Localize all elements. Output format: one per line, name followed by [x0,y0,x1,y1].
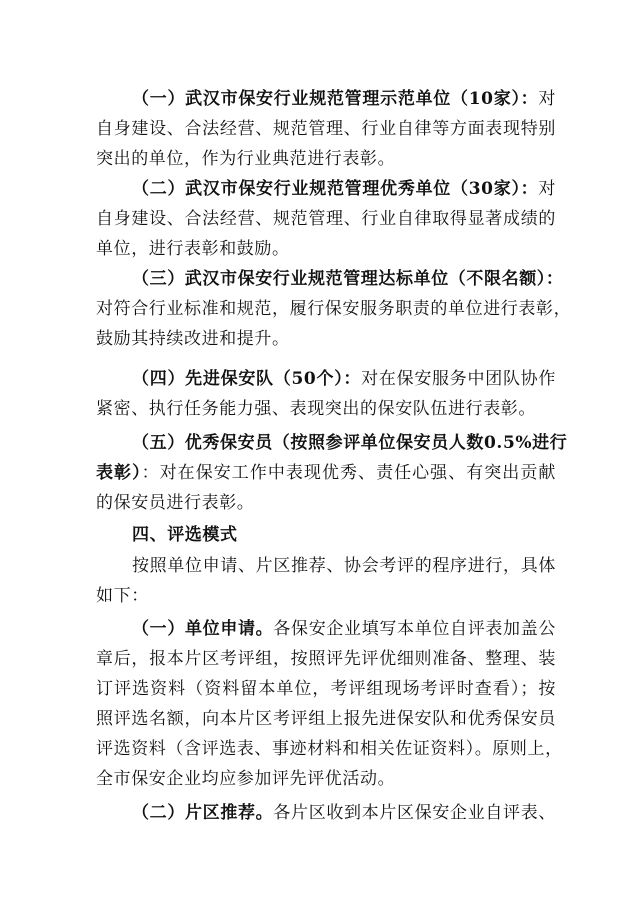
text-line: 全市保安企业均应参加评先评优活动。 [96,769,396,789]
text-line: 自身建设、合法经营、规范管理、行业自律取得显著成绩的 [96,209,556,229]
text-line: 按照单位申请、片区推荐、协会考评的程序进行，具体 [132,556,556,576]
text-line: （四）先进保安队（50个）：对在保安服务中团队协作 [132,369,556,389]
text-line: 的保安员进行表彰。 [96,493,255,513]
text-line: 照评选名额，向本片区考评组上报先进保安队和优秀保安员 [96,709,556,729]
text-line: 紧密、执行任务能力强、表现突出的保安队伍进行表彰。 [96,399,536,419]
text-line: （一）武汉市保安行业规范管理示范单位（10家）：对 [132,89,556,109]
text-line: 鼓励其持续改进和提升。 [96,329,290,349]
text-line: （一）单位申请。各保安企业填写本单位自评表加盖公 [132,619,556,639]
text-line: 如下： [96,586,149,606]
text-line: 订评选资料（资料留本单位，考评组现场考评时查看）；按 [96,679,556,699]
text-line: 章后，报本片区考评组，按照评先评优细则准备、整理、装 [96,649,556,669]
text-line: 单位，进行表彰和鼓励。 [96,239,290,259]
text-line: （五）优秀保安员（按照参评单位保安员人数0.5%进行 [132,433,568,453]
text-line: 自身建设、合法经营、规范管理、行业自律等方面表现特别 [96,119,556,139]
text-line: 突出的单位，作为行业典范进行表彰。 [96,149,396,169]
text-line: （二）武汉市保安行业规范管理优秀单位（30家）：对 [132,179,556,199]
text-line: （三）武汉市保安行业规范管理达标单位（不限名额）： [132,269,564,289]
text-line: 表彰）：对在保安工作中表现优秀、责任心强、有突出贡献 [96,463,556,483]
text-line: 对符合行业标准和规范，履行保安服务职责的单位进行表彰， [96,299,572,319]
section-heading: 四、评选模式 [132,525,238,545]
text-line: 评选资料（含评选表、事迹材料和相关佐证资料）。原则上， [96,739,563,759]
text-line: （二）片区推荐。各片区收到本片区保安企业自评表、 [132,803,556,823]
